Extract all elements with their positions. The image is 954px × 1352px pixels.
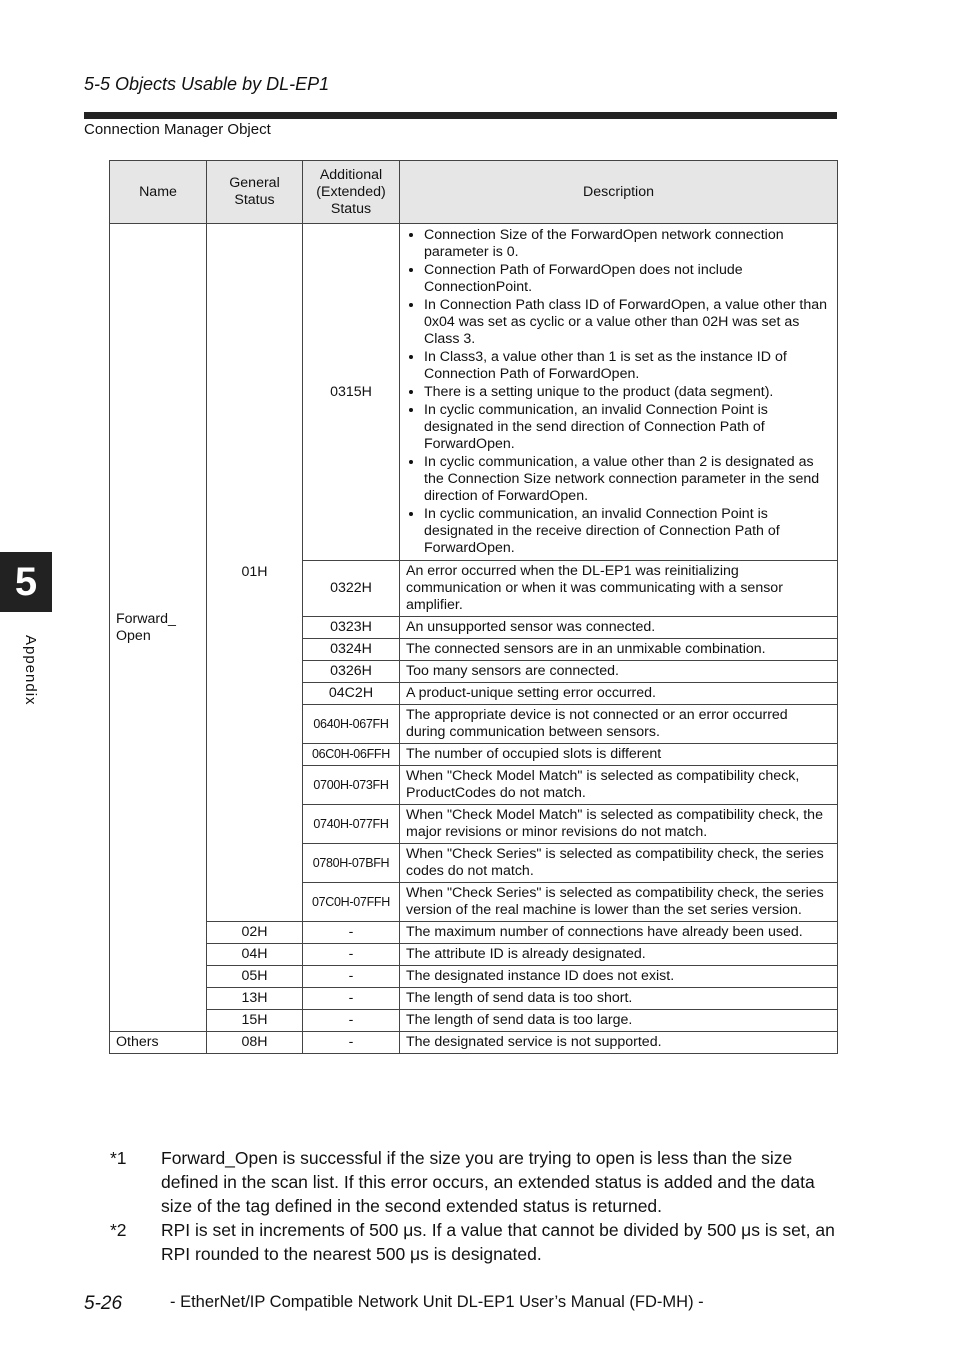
list-item: • In Class3, a value other than 1 is set as the instance ID of Connection Path of ForwardOpen. (424, 349, 831, 383)
description-cell: When "Check Series" is selected as compatibility check, the series codes do not match. (400, 844, 838, 883)
extended-status: 04C2H (303, 683, 400, 705)
chapter-number: 5 (14, 559, 38, 604)
footnote-text: RPI is set in increments of 500 μs. If a value that cannot be divided by 500 μs is set, an RPI rounded to the nearest 500 μs is designated. (161, 1220, 835, 1264)
header-general-status: General Status (207, 161, 303, 224)
extended-status: - (303, 922, 400, 944)
manual-title: - EtherNet/IP Compatible Network Unit DL-EP1 User’s Manual (FD-MH) - (170, 1293, 704, 1311)
list-item: • There is a setting unique to the product (data segment). (424, 384, 831, 401)
connection-manager-status-table (109, 160, 838, 1054)
list-item: • In cyclic communication, an invalid Connection Point is designated in the receive direction of Connection Path of ForwardOpen. (424, 506, 831, 557)
table-row (110, 1032, 838, 1054)
extended-status-range: 06C0H-06FFH (303, 744, 400, 766)
footnote (110, 1146, 840, 1218)
extended-status: 0323H (303, 617, 400, 639)
footnote-mark: *1 (110, 1148, 127, 1168)
table-row (110, 224, 838, 561)
footnote-text: Forward_Open is successful if the size you are trying to open is less than the size defined in the scan list. If this error occurs, an extended status is added and the data size of the tag defined in the second extended status is returned. (161, 1148, 815, 1216)
description-bullet-list (406, 227, 831, 557)
description-cell (400, 224, 838, 561)
extended-status-range: 07C0H-07FFH (303, 883, 400, 922)
extended-status: - (303, 1010, 400, 1032)
header-description: Description (400, 161, 838, 224)
header-name: Name (110, 161, 207, 224)
list-item: • In Connection Path class ID of ForwardOpen, a value other than 0x04 was set as cyclic or a value other than 02H was set as Class 3. (424, 297, 831, 348)
description-cell: When "Check Model Match" is selected as compatibility check, ProductCodes do not match. (400, 766, 838, 805)
description-cell: A product-unique setting error occurred. (400, 683, 838, 705)
extended-status-range: 0780H-07BFH (303, 844, 400, 883)
table-row (110, 922, 838, 944)
extended-status: 0326H (303, 661, 400, 683)
general-status-01h: 01H (207, 224, 303, 922)
list-item: • In cyclic communication, an invalid Connection Point is designated in the send direction of Connection Path of ForwardOpen. (424, 402, 831, 453)
extended-status: - (303, 988, 400, 1010)
description-cell: The attribute ID is already designated. (400, 944, 838, 966)
description-cell: When "Check Series" is selected as compatibility check, the series version of the real machine is lower than the set series version. (400, 883, 838, 922)
description-cell: Too many sensors are connected. (400, 661, 838, 683)
list-item: • In cyclic communication, a value other than 2 is designated as the Connection Size network connection parameter in the send direction of ForwardOpen. (424, 454, 831, 505)
description-cell: The connected sensors are in an unmixable combination. (400, 639, 838, 661)
extended-status: - (303, 944, 400, 966)
footnote-mark: *2 (110, 1220, 127, 1240)
extended-status: - (303, 966, 400, 988)
description-cell: An error occurred when the DL-EP1 was reinitializing communication or when it was communicating with a sensor amplifier. (400, 561, 838, 617)
title-rule (84, 112, 837, 119)
list-item: • Connection Path of ForwardOpen does not include ConnectionPoint. (424, 262, 831, 296)
general-status: 04H (207, 944, 303, 966)
general-status: 15H (207, 1010, 303, 1032)
description-cell: The length of send data is too short. (400, 988, 838, 1010)
list-item: • Connection Size of the ForwardOpen network connection parameter is 0. (424, 227, 831, 261)
extended-status-range: 0700H-073FH (303, 766, 400, 805)
extended-status: 0322H (303, 561, 400, 617)
general-status: 02H (207, 922, 303, 944)
table-row (110, 988, 838, 1010)
table-row (110, 966, 838, 988)
footnotes (110, 1146, 840, 1266)
description-cell: The designated instance ID does not exist. (400, 966, 838, 988)
description-cell: The maximum number of connections have already been used. (400, 922, 838, 944)
extended-status-range: 0740H-077FH (303, 805, 400, 844)
description-cell: The length of send data is too large. (400, 1010, 838, 1032)
object-subheading: Connection Manager Object (84, 121, 271, 138)
chapter-tab (0, 552, 52, 612)
name-forward-open: Forward_ Open (110, 224, 207, 1032)
description-cell: When "Check Model Match" is selected as compatibility check, the major revisions or minor revisions do not match. (400, 805, 838, 844)
description-cell: The appropriate device is not connected or an error occurred during communication between sensors. (400, 705, 838, 744)
extended-status: 0324H (303, 639, 400, 661)
extended-status: 0315H (303, 224, 400, 561)
table-row (110, 1010, 838, 1032)
extended-status: - (303, 1032, 400, 1054)
description-cell: The designated service is not supported. (400, 1032, 838, 1054)
table-row (110, 944, 838, 966)
general-status: 08H (207, 1032, 303, 1054)
footnote (110, 1218, 840, 1266)
extended-status-range: 0640H-067FH (303, 705, 400, 744)
section-title: 5-5 Objects Usable by DL-EP1 (84, 74, 330, 94)
chapter-label: Appendix (22, 635, 39, 706)
general-status: 13H (207, 988, 303, 1010)
header-additional-status: Additional (Extended) Status (303, 161, 400, 224)
table-header-row (110, 161, 838, 224)
general-status: 05H (207, 966, 303, 988)
name-others: Others (110, 1032, 207, 1054)
description-cell: An unsupported sensor was connected. (400, 617, 838, 639)
description-cell: The number of occupied slots is different (400, 744, 838, 766)
page-number: 5-26 (84, 1293, 123, 1314)
